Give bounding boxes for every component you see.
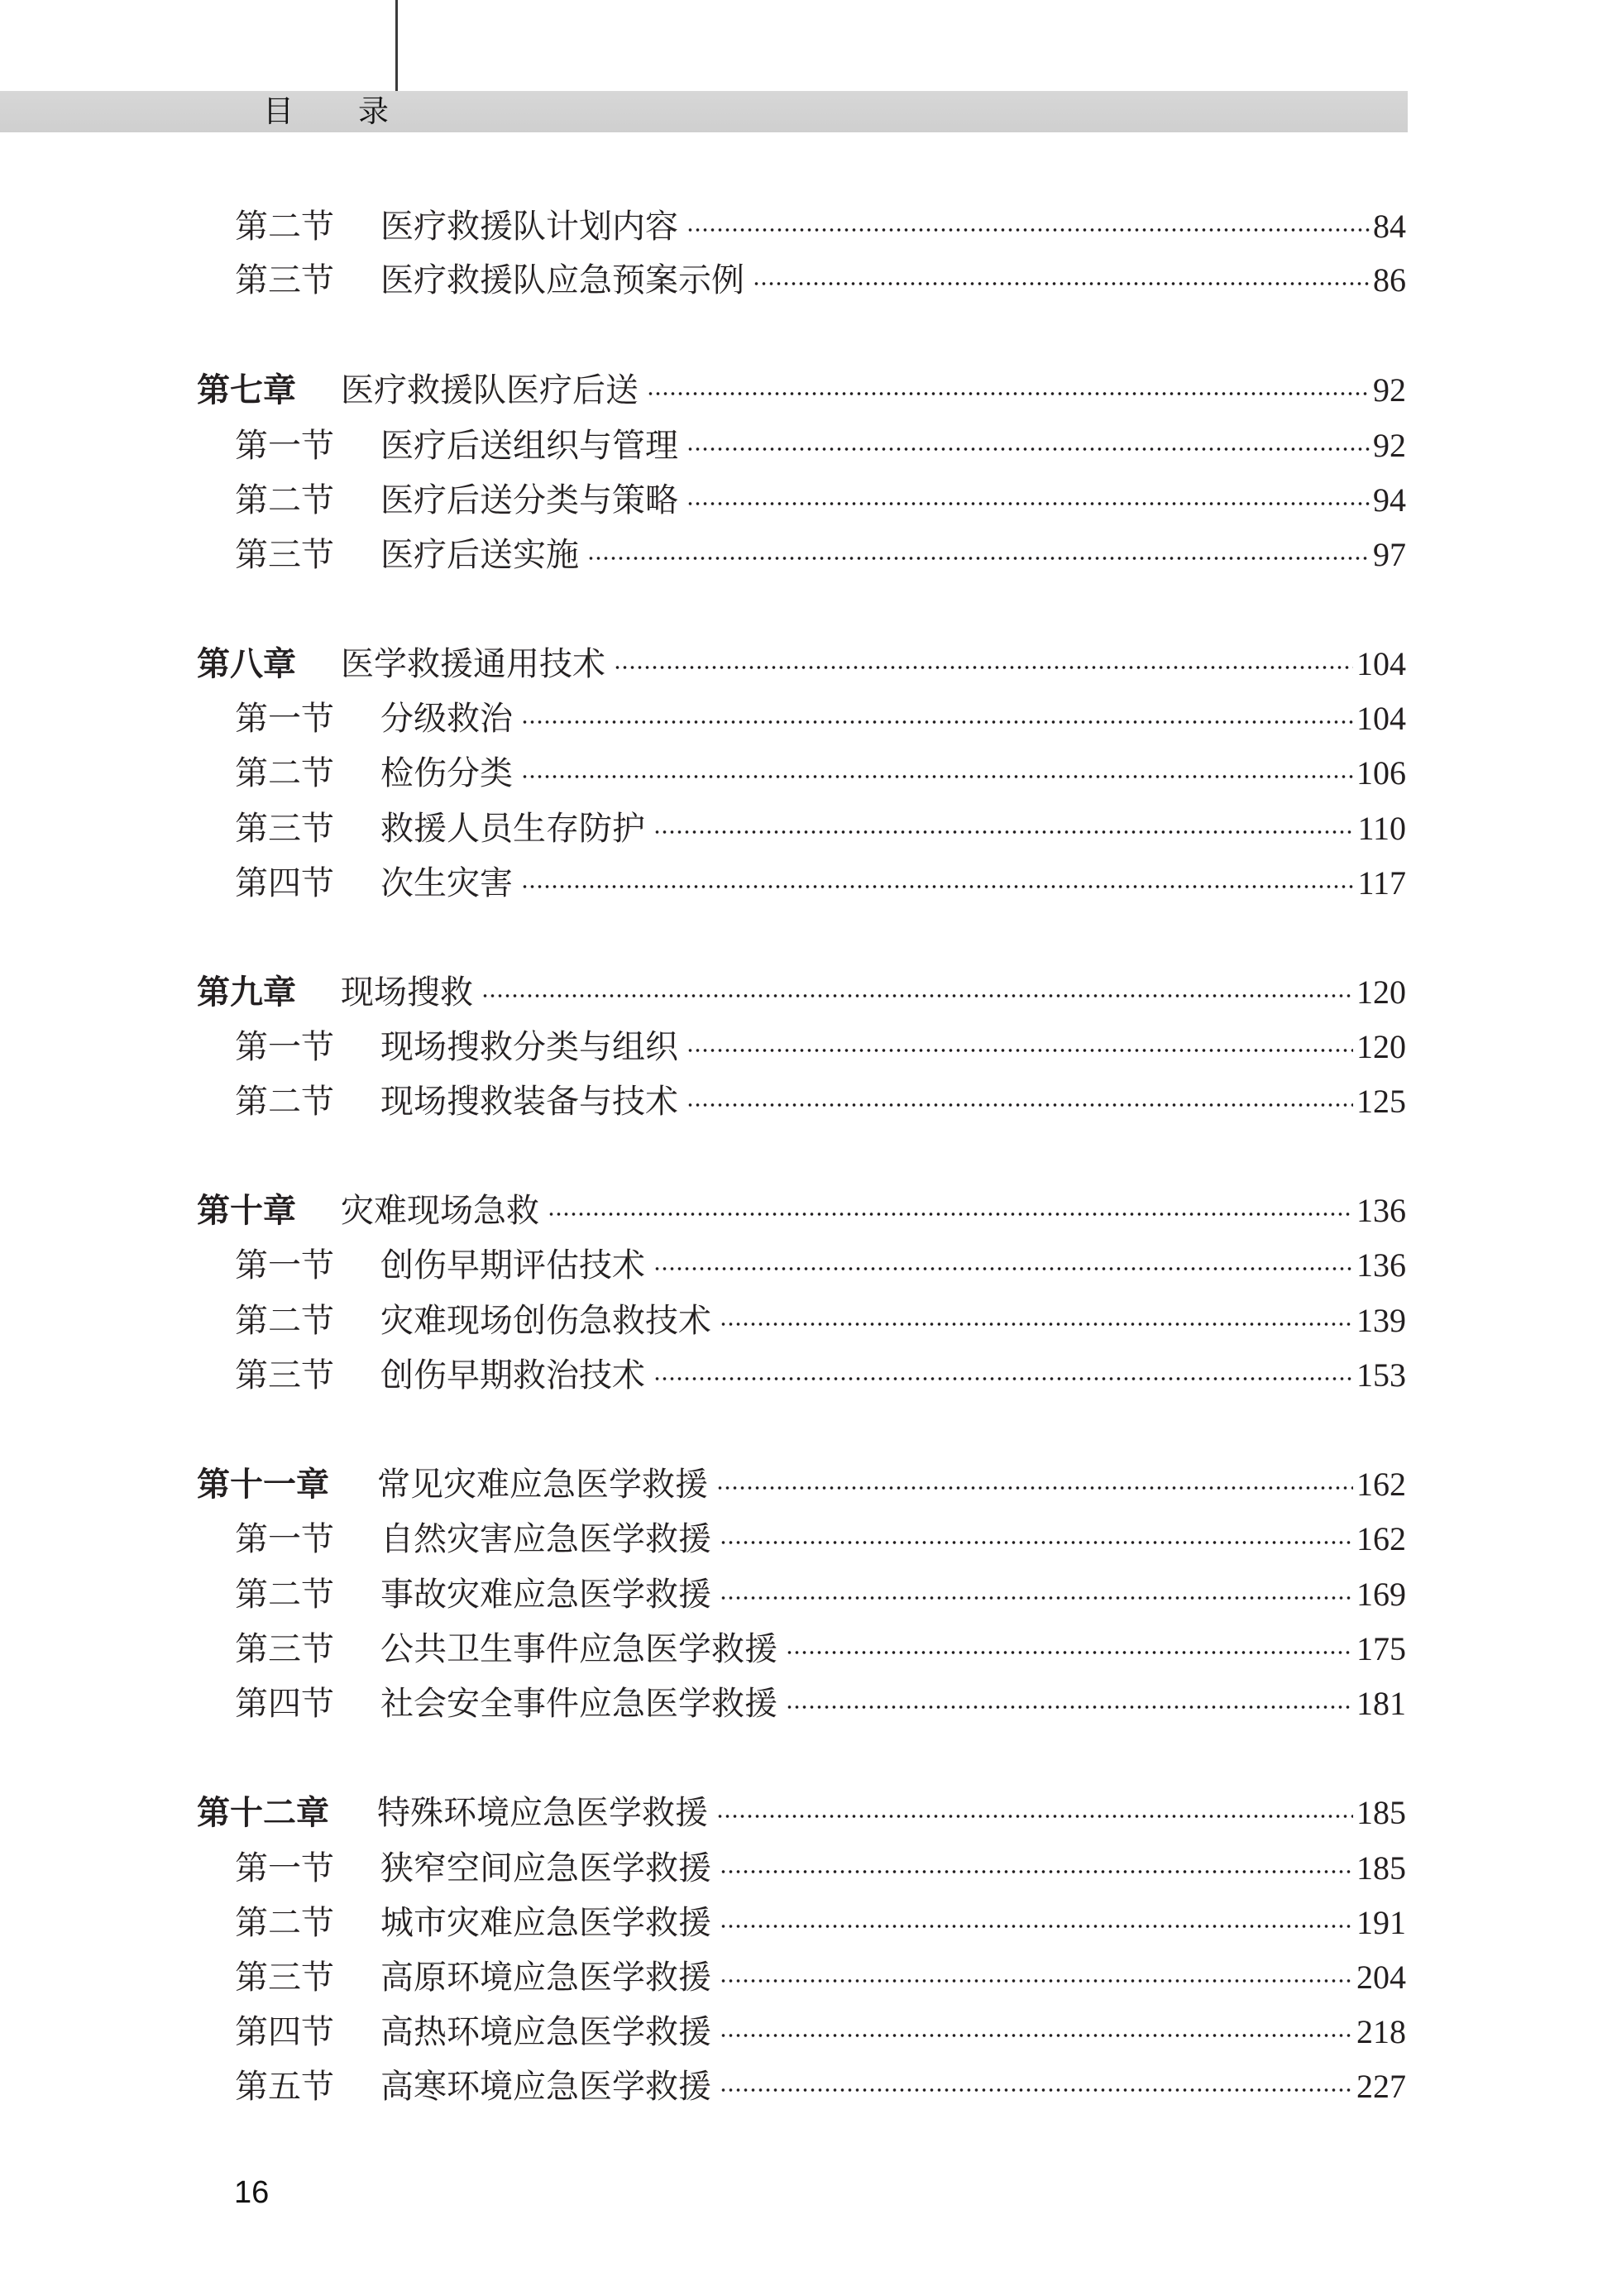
toc-section-entry[interactable] bbox=[235, 528, 1406, 582]
toc-page-number: 162 bbox=[1356, 1466, 1406, 1503]
dot-leader bbox=[720, 1925, 1353, 1928]
dot-leader bbox=[653, 1267, 1353, 1270]
chapter-title: 现场搜救 bbox=[341, 973, 473, 1012]
toc-section-entry[interactable] bbox=[235, 1074, 1406, 1129]
toc-page-number: 162 bbox=[1356, 1520, 1406, 1557]
section-title: 灾难现场创伤急救技术 bbox=[380, 1302, 711, 1340]
section-number: 第三节 bbox=[235, 536, 334, 574]
dot-leader bbox=[614, 666, 1353, 669]
section-title: 高原环境应急医学救援 bbox=[380, 1959, 711, 1997]
dot-leader bbox=[786, 1705, 1353, 1709]
toc-chapter-entry[interactable] bbox=[197, 637, 1406, 691]
chapter-title: 灾难现场急救 bbox=[341, 1192, 539, 1230]
dot-leader bbox=[686, 502, 1370, 505]
dot-leader bbox=[716, 1486, 1353, 1490]
section-title: 医疗救援队应急预案示例 bbox=[380, 261, 744, 299]
dot-leader bbox=[720, 1870, 1353, 1873]
toc-section-entry[interactable] bbox=[235, 2005, 1406, 2059]
dot-leader bbox=[720, 1979, 1353, 1983]
dot-leader bbox=[653, 830, 1354, 834]
dot-leader bbox=[720, 1323, 1353, 1326]
toc-chapter-entry[interactable] bbox=[197, 1457, 1406, 1512]
section-title: 现场搜救分类与组织 bbox=[380, 1028, 678, 1066]
dot-leader bbox=[521, 885, 1354, 888]
toc-page-number: 169 bbox=[1356, 1576, 1406, 1613]
dot-leader bbox=[481, 994, 1353, 997]
section-number: 第一节 bbox=[235, 1520, 334, 1558]
chapter-number: 第十二章 bbox=[197, 1794, 329, 1832]
section-title: 高寒环境应急医学救援 bbox=[380, 2068, 711, 2106]
section-number: 第二节 bbox=[235, 754, 334, 792]
dot-leader bbox=[720, 2088, 1353, 2092]
section-number: 第三节 bbox=[235, 261, 334, 299]
section-number: 第四节 bbox=[235, 2013, 334, 2051]
toc-page-number: 139 bbox=[1356, 1302, 1406, 1339]
dot-leader bbox=[587, 557, 1370, 560]
toc-chapter-entry[interactable] bbox=[197, 1786, 1406, 1840]
dot-leader bbox=[521, 775, 1353, 778]
section-number: 第五节 bbox=[235, 2068, 334, 2106]
dot-leader bbox=[720, 2034, 1353, 2037]
toc-section-entry[interactable] bbox=[235, 1238, 1406, 1293]
toc-section-entry[interactable] bbox=[235, 1622, 1406, 1677]
toc-section-entry[interactable] bbox=[235, 419, 1406, 473]
section-number: 第二节 bbox=[235, 1904, 334, 1942]
dot-leader bbox=[548, 1213, 1353, 1216]
toc-page-number: 125 bbox=[1356, 1083, 1406, 1120]
dot-leader bbox=[720, 1596, 1353, 1600]
section-number: 第二节 bbox=[235, 1302, 334, 1340]
toc-section-entry[interactable] bbox=[235, 1567, 1406, 1622]
section-number: 第四节 bbox=[235, 864, 334, 902]
chapter-title: 常见灾难应急医学救援 bbox=[377, 1466, 708, 1504]
section-title: 创伤早期评估技术 bbox=[380, 1246, 645, 1284]
section-title: 狭窄空间应急医学救援 bbox=[380, 1849, 711, 1887]
chapter-number: 第九章 bbox=[197, 973, 296, 1012]
section-number: 第四节 bbox=[235, 1685, 334, 1723]
header-band bbox=[0, 91, 1408, 132]
toc-section-entry[interactable] bbox=[235, 1294, 1406, 1348]
section-number: 第一节 bbox=[235, 427, 334, 465]
section-number: 第一节 bbox=[235, 1028, 334, 1066]
toc-page-number: 185 bbox=[1356, 1794, 1406, 1831]
dot-leader bbox=[653, 1377, 1353, 1380]
toc-page-number: 120 bbox=[1356, 973, 1406, 1011]
toc-section-entry[interactable] bbox=[235, 746, 1406, 801]
chapter-title: 医疗救援队医疗后送 bbox=[341, 371, 639, 409]
toc-page-number: 227 bbox=[1356, 2068, 1406, 2105]
section-number: 第二节 bbox=[235, 208, 334, 246]
toc-section-entry[interactable] bbox=[235, 856, 1406, 911]
toc-page-number: 218 bbox=[1356, 2013, 1406, 2050]
toc-section-entry[interactable] bbox=[235, 473, 1406, 528]
toc-section-entry[interactable] bbox=[235, 801, 1406, 856]
section-number: 第三节 bbox=[235, 810, 334, 848]
page-number: 16 bbox=[234, 2175, 270, 2210]
toc-page-number: 92 bbox=[1373, 427, 1406, 464]
section-title: 公共卫生事件应急医学救援 bbox=[380, 1630, 777, 1668]
toc-chapter-entry[interactable] bbox=[197, 363, 1406, 418]
toc-section-entry[interactable] bbox=[235, 253, 1406, 308]
toc-page-number: 120 bbox=[1356, 1028, 1406, 1065]
toc-page-number: 92 bbox=[1373, 371, 1406, 409]
toc-page-number: 191 bbox=[1356, 1904, 1406, 1941]
toc-section-entry[interactable] bbox=[235, 1512, 1406, 1567]
section-title: 社会安全事件应急医学救援 bbox=[380, 1685, 777, 1723]
section-title: 检伤分类 bbox=[380, 754, 513, 792]
toc-section-entry[interactable] bbox=[235, 1348, 1406, 1403]
toc-page-number: 97 bbox=[1373, 536, 1406, 573]
toc-section-entry[interactable] bbox=[235, 1020, 1406, 1074]
dot-leader bbox=[720, 1541, 1353, 1544]
section-title: 现场搜救装备与技术 bbox=[380, 1083, 678, 1121]
toc-section-entry[interactable] bbox=[235, 1677, 1406, 1731]
section-title: 分级救治 bbox=[380, 700, 513, 738]
toc-section-entry[interactable] bbox=[235, 2059, 1406, 2114]
dot-leader bbox=[521, 720, 1353, 724]
toc-page-number: 136 bbox=[1356, 1246, 1406, 1284]
section-number: 第三节 bbox=[235, 1356, 334, 1394]
toc-page-number: 110 bbox=[1357, 810, 1406, 847]
section-title: 次生灾害 bbox=[380, 864, 513, 902]
dot-leader bbox=[786, 1651, 1353, 1654]
dot-leader bbox=[686, 1103, 1353, 1107]
toc-page-number: 106 bbox=[1356, 754, 1406, 792]
section-number: 第一节 bbox=[235, 1246, 334, 1284]
toc-page-number: 117 bbox=[1357, 864, 1406, 902]
section-title: 创伤早期救治技术 bbox=[380, 1356, 645, 1394]
dot-leader bbox=[686, 1049, 1353, 1052]
dot-leader bbox=[753, 282, 1370, 285]
dot-leader bbox=[716, 1815, 1353, 1818]
page-header-title: 目录 bbox=[263, 93, 453, 129]
dot-leader bbox=[647, 392, 1370, 395]
section-number: 第三节 bbox=[235, 1959, 334, 1997]
toc-page-number: 185 bbox=[1356, 1849, 1406, 1887]
dot-leader bbox=[686, 447, 1370, 451]
section-title: 自然灾害应急医学救援 bbox=[380, 1520, 711, 1558]
section-title: 医疗后送实施 bbox=[380, 536, 579, 574]
section-number: 第二节 bbox=[235, 481, 334, 519]
toc-section-entry[interactable] bbox=[235, 1950, 1406, 2005]
toc-section-entry[interactable] bbox=[235, 691, 1406, 746]
toc-page-number: 181 bbox=[1356, 1685, 1406, 1722]
toc-page-number: 104 bbox=[1356, 645, 1406, 682]
chapter-number: 第十一章 bbox=[197, 1466, 329, 1504]
section-title: 高热环境应急医学救援 bbox=[380, 2013, 711, 2051]
chapter-title: 医学救援通用技术 bbox=[341, 645, 605, 683]
toc-page-number: 94 bbox=[1373, 481, 1406, 519]
section-title: 城市灾难应急医学救援 bbox=[380, 1904, 711, 1942]
section-number: 第二节 bbox=[235, 1083, 334, 1121]
toc-page-number: 104 bbox=[1356, 700, 1406, 737]
section-title: 医疗救援队计划内容 bbox=[380, 208, 678, 246]
toc-chapter-entry[interactable] bbox=[197, 1184, 1406, 1238]
dot-leader bbox=[686, 228, 1370, 232]
chapter-number: 第十章 bbox=[197, 1192, 296, 1230]
toc-page-number: 153 bbox=[1356, 1356, 1406, 1394]
section-title: 救援人员生存防护 bbox=[380, 810, 645, 848]
section-number: 第三节 bbox=[235, 1630, 334, 1668]
toc-page-number: 86 bbox=[1373, 261, 1406, 299]
toc-page-number: 136 bbox=[1356, 1192, 1406, 1229]
chapter-number: 第七章 bbox=[197, 371, 296, 409]
section-number: 第一节 bbox=[235, 700, 334, 738]
section-title: 医疗后送组织与管理 bbox=[380, 427, 678, 465]
toc-page-number: 175 bbox=[1356, 1630, 1406, 1667]
toc-section-entry[interactable] bbox=[235, 1896, 1406, 1950]
toc-page-number: 204 bbox=[1356, 1959, 1406, 1996]
section-title: 事故灾难应急医学救援 bbox=[380, 1576, 711, 1614]
chapter-title: 特殊环境应急医学救援 bbox=[377, 1794, 708, 1832]
toc-section-entry[interactable] bbox=[235, 199, 1406, 254]
toc-chapter-entry[interactable] bbox=[197, 965, 1406, 1020]
section-number: 第二节 bbox=[235, 1576, 334, 1614]
section-number: 第一节 bbox=[235, 1849, 334, 1887]
section-title: 医疗后送分类与策略 bbox=[380, 481, 678, 519]
toc-page-number: 84 bbox=[1373, 208, 1406, 245]
chapter-number: 第八章 bbox=[197, 645, 296, 683]
toc-section-entry[interactable] bbox=[235, 1841, 1406, 1896]
